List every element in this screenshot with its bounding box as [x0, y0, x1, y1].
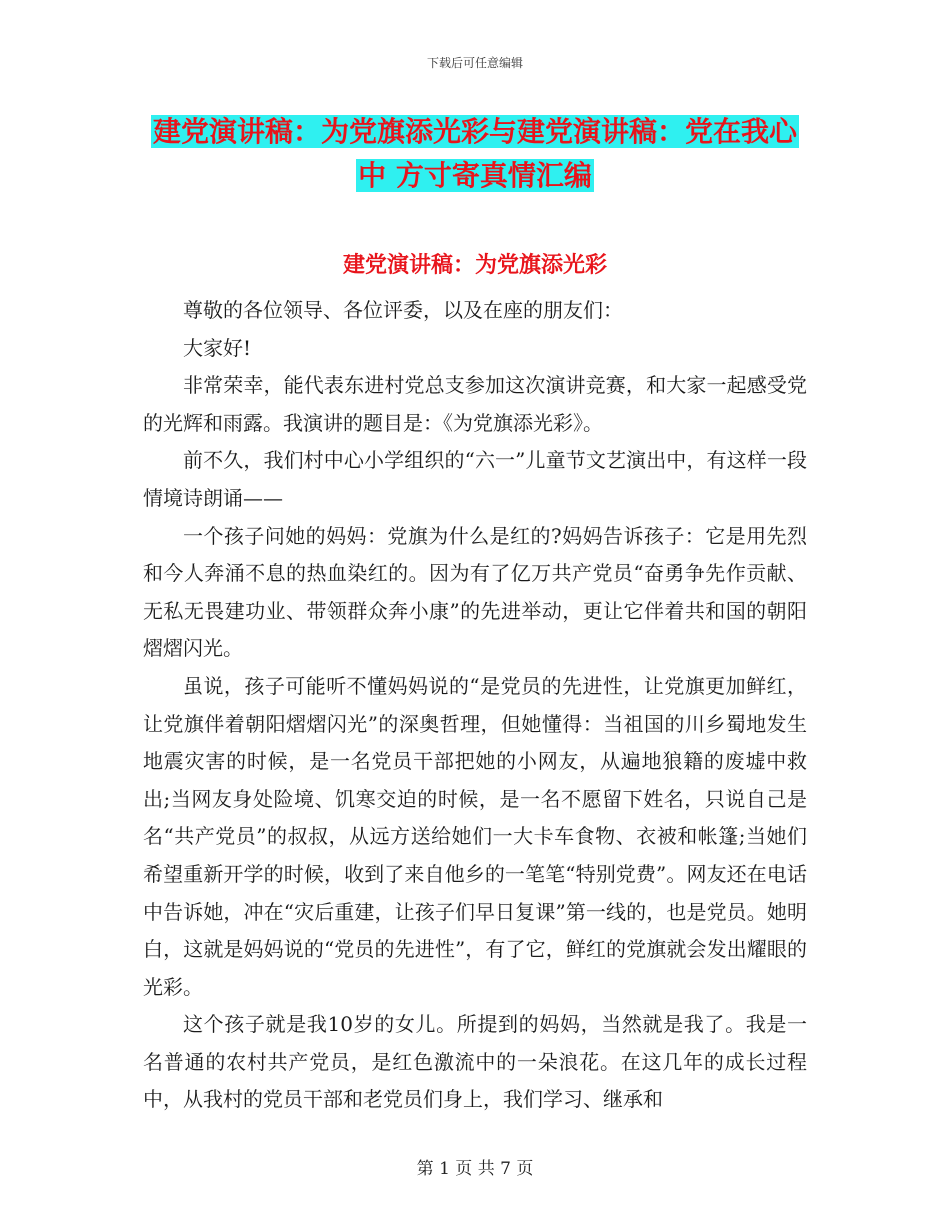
header-note: 下载后可任意编辑 — [426, 56, 523, 70]
document-title-line-1: 建党演讲稿：为党旗添光彩与建党演讲稿：党在我心 — [152, 115, 797, 148]
document-body — [143, 292, 807, 1119]
document-title — [140, 110, 810, 198]
paragraph: 前不久，我们村中心小学组织的“六一”儿童节文艺演出中，有这样一段情境诗朗诵—— — [143, 448, 807, 510]
paragraph-salutation: 尊敬的各位领导、各位评委，以及在座的朋友们： — [183, 298, 623, 322]
paragraph: 非常荣幸，能代表东进村党总支参加这次演讲竞赛，和大家一起感受党的光辉和雨露。我演讲的题目是：《为党旗添光彩》。 — [143, 373, 807, 435]
paragraph: 这个孩子就是我10岁的女儿。所提到的妈妈，当然就是我了。我是一名普通的农村共产党员，是红色激流中的一朵浪花。在这几年的成长过程中，从我村的党员干部和老党员们身上，我们学习、继承和 — [143, 1012, 807, 1112]
document-title-line-2: 中 方寸寄真情汇编 — [358, 159, 592, 192]
paragraph: 一个孩子问她的妈妈：党旗为什么是红的?妈妈告诉孩子：它是用先烈和今人奔涌不息的热血染红的。因为有了亿万共产党员“奋勇争先作贡献、无私无畏建功业、带领群众奔小康”的先进举动，更让它伴着共和国的朝阳熠熠闪光。 — [143, 523, 807, 661]
paragraph-greeting: 大家好! — [183, 335, 252, 360]
page-indicator: 第 1 页 共 7 页 — [416, 1159, 534, 1179]
section-title: 建党演讲稿：为党旗添光彩 — [342, 253, 607, 278]
paragraph: 虽说，孩子可能听不懂妈妈说的“是党员的先进性，让党旗更加鲜红，让党旗伴着朝阳熠熠闪光”的深奥哲理，但她懂得：当祖国的川乡蜀地发生地震灾害的时候，是一名党员干部把她的小网友，从遍地狼籍的废墟中救出;当网友身处险境、饥寒交迫的时候，是一名不愿留下姓名，只说自己是名“共产党员”的叔叔，从远方送给她们一大卡车食物、衣被和帐篷;当她们希望重新开学的时候，收到了来自他乡的一笔笔“特别党费”。网友还在电话中告诉她，冲在“灾后重建，让孩子们早日复课”第一线的，也是党员。她明白，这就是妈妈说的“党员的先进性”，有了它，鲜红的党旗就会发出耀眼的光彩。 — [143, 673, 807, 999]
